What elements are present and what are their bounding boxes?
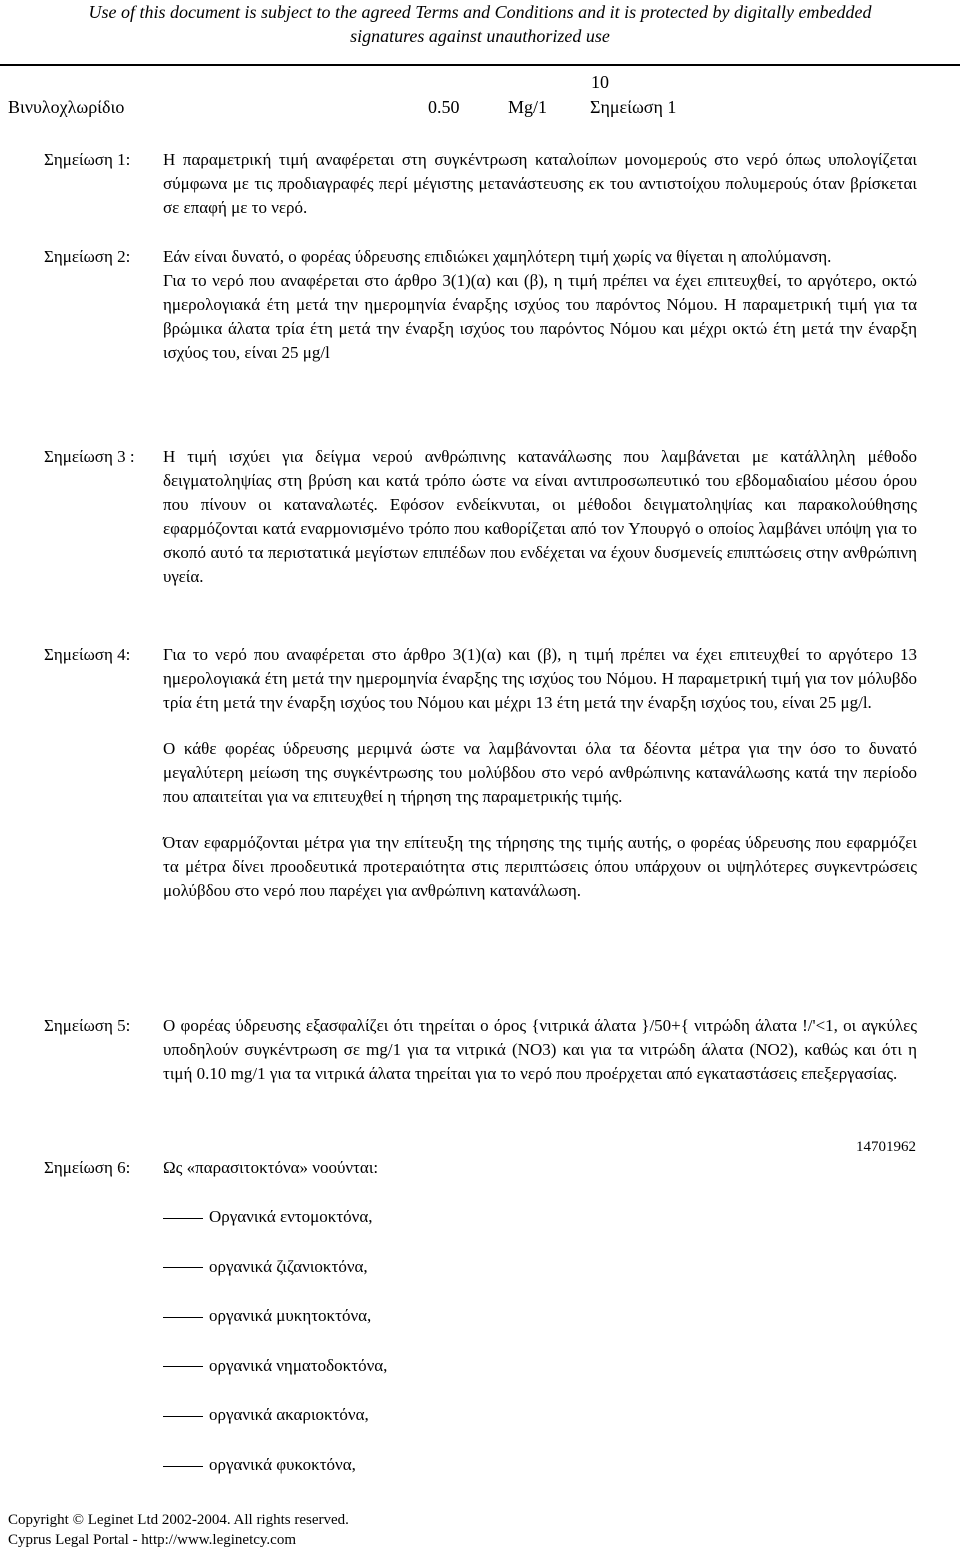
parameter-name: Βινυλοχλωρίδιο [8, 97, 125, 117]
list-item-text: οργανικά νηματοδοκτόνα, [209, 1355, 388, 1375]
note-paragraph: Για το νερό που αναφέρεται στο άρθρο 3(1)(α) και (β), η τιμή πρέπει να έχει επιτευχθεί, το αργότερο, οκτώ ημερολογιακά έτη μετά την ημερομηνία έναρξης ισχύος του παρόντος Νόμου. Η παραμετρική τιμή για τα βρώμικα άλατα τρία έτη μετά την έναρξη ισχύος του παρόντος Νόμου και μέχρι οκτώ έτη μετά την έναρξη ισχύος του, είναι 25 μg/l [163, 271, 917, 362]
note-paragraph: Ο φορέας ύδρευσης εξασφαλίζει ότι τηρείται ο όρος {νιτρικά άλατα }/50+{ νιτρώδη άλατα !/'<1, οι αγκύλες υποδηλούν συγκέντρωση σε mg/1 για τα νιτρικά (ΝΟ3) και για τα νιτρώδη άλατα (ΝΟ2), καθώς και ότι η τιμή 0.10 mg/1 για τα νιτρικά άλατα τηρείται για το νερό που προέρχεται από εγκαταστάσεις επεξεργασίας. [163, 1016, 917, 1083]
list-item [163, 1453, 387, 1503]
note-label: Σημείωση 3 : [44, 447, 135, 466]
list-item-text: οργανικά μυκητοκτόνα, [209, 1306, 372, 1326]
dash-icon [163, 1267, 203, 1268]
list-item [163, 1255, 387, 1305]
note-paragraph: Όταν εφαρμόζονται μέτρα για την επίτευξη της τήρησης της τιμής αυτής, ο φορέας ύδρευσης που εφαρμόζει τα μέτρα δίνει προοδευτικά προτεραιότητα στις περιπτώσεις όπου υπάρχουν οι υψηλότερες συγκεντρώσεις μολύβδου στο νερό που παρέχει για ανθρώπινη κατανάλωση. [163, 833, 917, 900]
dash-icon [163, 1317, 203, 1318]
note-paragraph: Ο κάθε φορέας ύδρευσης μεριμνά ώστε να λαμβάνονται όλα τα δέοντα μέτρα για την όσο το δυνατό μεγαλύτερη μείωση της συγκέντρωσης του μολύβδου στο νερό ανθρώπινης κατανάλωσης κατά την περίοδο που απαιτείται για να επιτευχθεί η τήρηση της παραμετρικής τιμής. [163, 739, 917, 806]
header-divider [0, 64, 960, 66]
note-paragraph: Εάν είναι δυνατό, ο φορέας ύδρευσης επιδιώκει χαμηλότερη τιμή χωρίς να θίγεται η απολύμανση. [163, 247, 832, 266]
parameter-value: 0.50 [428, 97, 460, 117]
note-label: Σημείωση 2: [44, 247, 131, 266]
dash-icon [163, 1466, 203, 1467]
list-item-text: οργανικά ζιζανιοκτόνα, [209, 1256, 368, 1276]
note-label: Σημείωση 4: [44, 645, 131, 664]
note-body [163, 245, 917, 365]
parameter-note: Σημείωση 1 [590, 97, 677, 117]
list-item [163, 1205, 387, 1255]
copyright-footer [8, 1510, 349, 1550]
dash-icon [163, 1366, 203, 1367]
note-paragraph: Ως «παρασιτοκτόνα» νοούνται: [163, 1158, 379, 1177]
parameter-unit: Mg/1 [508, 97, 548, 117]
note-paragraph: Η παραμετρική τιμή αναφέρεται στη συγκέντρωση καταλοίπων μονομερούς στο νερό όπως υπολογίζεται σύμφωνα με τις προδιαγραφές περί μέγιστης μετανάστευσης εκ του αντιστοίχου πολυμερούς όταν βρίσκεται σε επαφή με το νερό. [163, 150, 917, 217]
list-item-text: οργανικά φυκοκτόνα, [209, 1454, 356, 1474]
note-body [163, 445, 917, 589]
pesticide-list [163, 1205, 387, 1503]
dash-icon [163, 1218, 203, 1219]
note-label: Σημείωση 1: [44, 150, 131, 169]
list-item [163, 1354, 387, 1404]
list-item [163, 1304, 387, 1354]
note-label: Σημείωση 5: [44, 1016, 131, 1035]
list-item-text: Οργανικά εντομοκτόνα, [209, 1207, 373, 1226]
terms-header-line-2: signatures against unauthorized use [350, 26, 610, 46]
note-paragraph: Για το νερό που αναφέρεται στο άρθρο 3(1)(α) και (β), η τιμή πρέπει να έχει επιτευχθεί το αργότερο 13 ημερολογιακά έτη μετά την ημερομηνία έναρξης της ισχύος του Νόμου. Η παραμετρική τιμή για τον μόλυβδο τρία έτη μετά την έναρξη ισχύος του Νόμου και μέχρι 13 έτη μετά την έναρξη ισχύος του, είναι 25 μg/l. [163, 645, 917, 712]
dash-icon [163, 1416, 203, 1417]
note-body [163, 148, 917, 220]
list-item-text: οργανικά ακαριοκτόνα, [209, 1405, 369, 1425]
terms-header [0, 0, 960, 48]
note-body [163, 1014, 917, 1086]
copyright-line: Copyright © Leginet Ltd 2002-2004. All rights reserved. [8, 1512, 349, 1528]
document-id: 14701962 [856, 1139, 916, 1155]
note-body [163, 643, 917, 903]
note-label: Σημείωση 6: [44, 1158, 131, 1177]
list-item [163, 1403, 387, 1453]
note-paragraph: Η τιμή ισχύει για δείγμα νερού ανθρώπινης κατανάλωσης που λαμβάνεται με κατάλληλη μέθοδο δειγματοληψίας στη βρύση και κατά τρόπο ώστε να είναι αντιπροσωπευτικό του εβδομαδιαίου μέσου όρου που πίνουν οι καταναλωτές. Εφόσον ενδείκνυται, οι μέθοδοι δειγματοληψίας και παρακολούθησης εφαρμόζονται κατά εναρμονισμένο τρόπο που καθορίζεται από τον Υπουργό ο οποίος λαμβάνει υπόψη για το σκοπό αυτό τα περιστατικά μεγίστων επιπέδων που ενδέχεται να έχουν δυσμενείς επιπτώσεις στην ανθρώπινη υγεία. [163, 447, 917, 586]
terms-header-line-1: Use of this document is subject to the agreed Terms and Conditions and it is protected by digitally embedded [88, 2, 872, 22]
note-body [163, 1156, 917, 1180]
portal-line: Cyprus Legal Portal - http://www.leginetcy.com [8, 1532, 296, 1548]
page-number: 10 [591, 72, 609, 92]
